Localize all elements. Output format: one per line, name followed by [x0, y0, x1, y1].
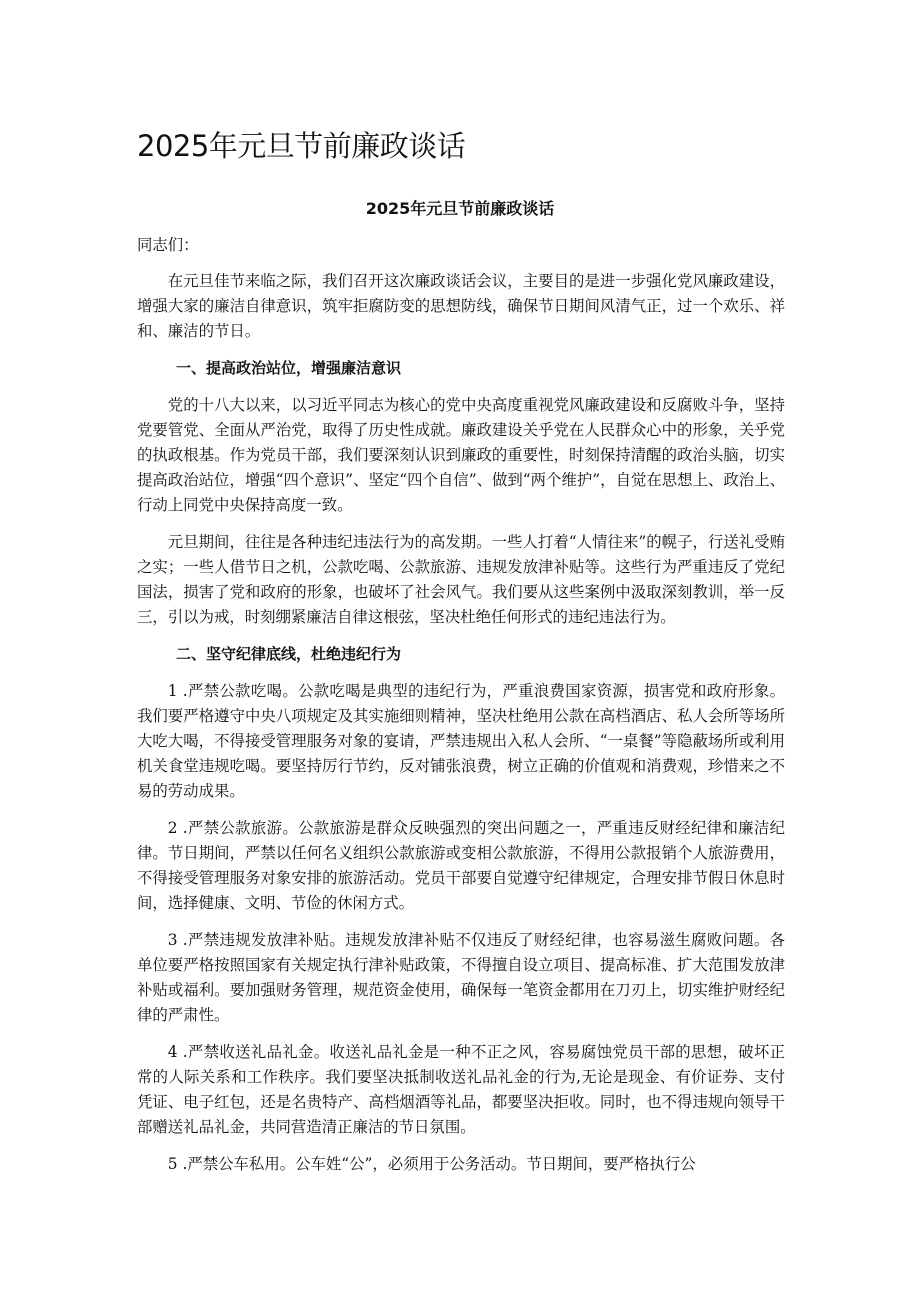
section-2-item-4: 4 .严禁收送礼品礼金。收送礼品礼金是一种不正之风，容易腐蚀党员干部的思想，破坏正常的人际关系和工作秩序。我们要坚决抵制收送礼品礼金的行为,无论是现金、有价证券、支付凭证、电子红包，还是名贵特产、高档烟酒等礼品，都要坚决拒收。同时，也不得违规向领导干部赠送礼品礼金，共同营造清正廉洁的节日氛围。: [137, 1043, 785, 1136]
section-2-item-2: 2 .严禁公款旅游。公款旅游是群众反映强烈的突出问题之一，严重违反财经纪律和廉洁纪律。节日期间，严禁以任何名义组织公款旅游或变相公款旅游，不得用公款报销个人旅游费用，不得接受管理服务对象安排的旅游活动。党员干部要自觉遵守纪律规定，合理安排节假日休息时间，选择健康、文明、节俭的休闲方式。: [137, 819, 785, 912]
section-2-item-3: 3 .严禁违规发放津补贴。违规发放津补贴不仅违反了财经纪律，也容易滋生腐败问题。各单位要严格按照国家有关规定执行津补贴政策，不得擅自设立项目、提高标准、扩大范围发放津补贴或福利。要加强财务管理，规范资金使用，确保每一笔资金都用在刀刃上，切实维护财经纪律的严肃性。: [137, 931, 785, 1024]
section-2-item-5: 5 .严禁公车私用。公车姓“公”，必须用于公务活动。节日期间，要严格执行公: [167, 1155, 696, 1173]
salutation: 同志们：: [137, 236, 199, 254]
document-heading: 2025年元旦节前廉政谈话: [365, 199, 555, 218]
section-2-item-1: 1 .严禁公款吃喝。公款吃喝是典型的违纪行为，严重浪费国家资源，损害党和政府形象。我们要严格遵守中央八项规定及其实施细则精神，坚决杜绝用公款在高档酒店、私人会所等场所大吃大喝，不得接受管理服务对象的宴请，严禁违规出入私人会所、“一桌餐”等隐蔽场所或利用机关食堂违规吃喝。要坚持厉行节约，反对铺张浪费，树立正确的价值观和消费观，珍惜来之不易的劳动成果。: [137, 682, 785, 800]
section-1-paragraph: 党的十八大以来，以习近平同志为核心的党中央高度重视党风廉政建设和反腐败斗争，坚持党要管党、全面从严治党，取得了历史性成就。廉政建设关乎党在人民群众心中的形象，关乎党的执政根基。作为党员干部，我们要深刻认识到廉政的重要性，时刻保持清醒的政治头脑，切实提高政治站位，增强“四个意识”、坚定“四个自信”、做到“两个维护”，自觉在思想上、政治上、行动上同党中央保持高度一致。: [137, 396, 785, 514]
section-1-paragraph: 元旦期间，往往是各种违纪违法行为的高发期。一些人打着“人情往来”的幌子，行送礼受贿之实；一些人借节日之机，公款吃喝、公款旅游、违规发放津补贴等。这些行为严重违反了党纪国法，损害了党和政府的形象，也破坏了社会风气。我们要从这些案例中汲取深刻教训，举一反三，引以为戒，时刻绷紧廉洁自律这根弦，坚决杜绝任何形式的违纪违法行为。: [137, 533, 785, 626]
document-title: 2025年元旦节前廉政谈话: [137, 129, 466, 163]
section-1-heading: 一、提高政治站位，增强廉洁意识: [176, 359, 402, 377]
section-2-heading: 二、坚守纪律底线，杜绝违纪行为: [176, 645, 402, 663]
intro-paragraph: 在元旦佳节来临之际，我们召开这次廉政谈话会议，主要目的是进一步强化党风廉政建设，增强大家的廉洁自律意识，筑牢拒腐防变的思想防线，确保节日期间风清气正，过一个欢乐、祥和、廉洁的节日。: [137, 272, 785, 340]
document-body: [137, 233, 785, 1189]
